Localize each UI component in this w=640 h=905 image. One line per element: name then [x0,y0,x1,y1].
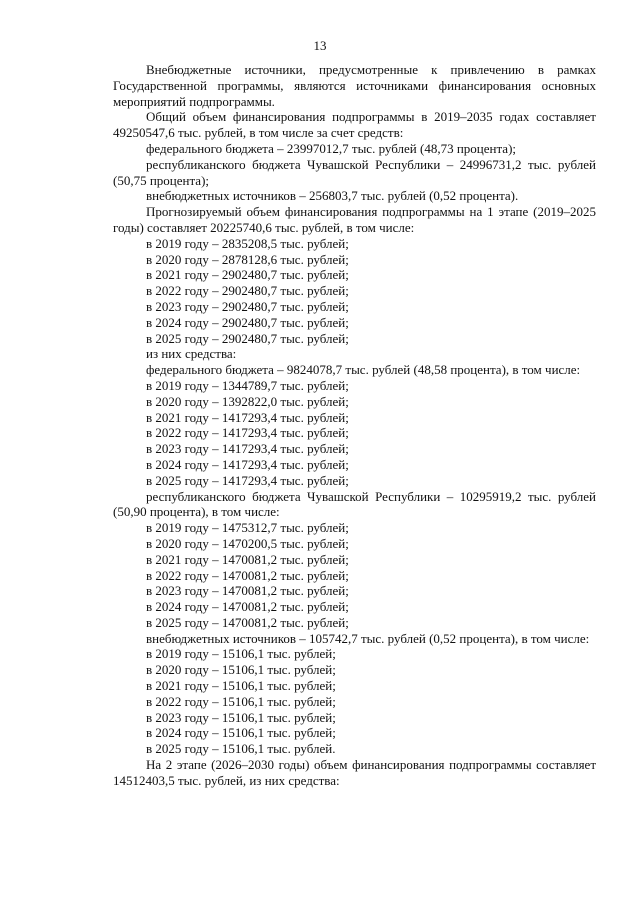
list-item: в 2024 году – 2902480,7 тыс. рублей; [146,314,349,330]
list-item: в 2024 году – 15106,1 тыс. рублей; [146,725,336,741]
list-item: в 2021 году – 1470081,2 тыс. рублей; [146,551,349,567]
list-item: в 2025 году – 15106,1 тыс. рублей. [146,741,336,757]
list-item: в 2023 году – 15106,1 тыс. рублей; [146,709,336,725]
paragraph-republic-stage1: республиканского бюджета Чувашской Республики – 10295919,2 тыс. рублей (50,90 процента), в том числе: [113,488,596,520]
paragraph-extra-stage1: внебюджетных источников – 105742,7 тыс. рублей (0,52 процента), в том числе: [146,630,590,646]
list-item: в 2022 году – 15106,1 тыс. рублей; [146,693,336,709]
paragraph-stage1-forecast: Прогнозируемый объем финансирования подпрограммы на 1 этапе (2019–2025 годы) составляет 20225740,6 тыс. рублей, в том числе: [113,204,596,235]
list-item: в 2022 году – 1470081,2 тыс. рублей; [146,567,349,583]
list-item: в 2022 году – 2902480,7 тыс. рублей; [146,283,349,299]
list-item: в 2023 году – 1417293,4 тыс. рублей; [146,441,349,457]
list-item: в 2020 году – 2878128,6 тыс. рублей; [146,251,349,267]
paragraph-extrabudgetary-sources: Внебюджетные источники, предусмотренные к привлечению в рамках Государственной программы, являются источниками финансирования основных мероприятий подпрограммы. [113,62,596,109]
extra-by-year-list [113,646,596,757]
paragraph-federal-stage1: федерального бюджета – 9824078,7 тыс. рублей (48,58 процента), в том числе: [146,362,581,378]
list-item: в 2024 году – 1417293,4 тыс. рублей; [146,456,349,472]
paragraph-extra-total: внебюджетных источников – 256803,7 тыс. рублей (0,52 процента). [146,188,519,204]
republic-by-year-list [113,520,596,631]
list-item: в 2025 году – 1417293,4 тыс. рублей; [146,472,349,488]
paragraph-of-them: из них средства: [146,346,237,362]
list-item: в 2020 году – 15106,1 тыс. рублей; [146,662,336,678]
list-item: в 2019 году – 1475312,7 тыс. рублей; [146,520,349,536]
paragraph-republic-total: республиканского бюджета Чувашской Республики – 24996731,2 тыс. рублей (50,75 процента); [113,156,596,188]
list-item: в 2020 году – 1470200,5 тыс. рублей; [146,535,349,551]
list-item: в 2019 году – 15106,1 тыс. рублей; [146,646,336,662]
paragraph-stage2: На 2 этапе (2026–2030 годы) объем финансирования подпрограммы составляет 14512403,5 тыс. рублей, из них средства: [113,757,596,788]
list-item: в 2019 году – 2835208,5 тыс. рублей; [146,235,349,251]
list-item: в 2023 году – 2902480,7 тыс. рублей; [146,298,349,314]
list-item: в 2022 году – 1417293,4 тыс. рублей; [146,425,349,441]
list-item: в 2025 году – 1470081,2 тыс. рублей; [146,614,349,630]
list-item: в 2023 году – 1470081,2 тыс. рублей; [146,583,349,599]
stage1-total-by-year-list [113,236,596,347]
list-item: в 2021 году – 2902480,7 тыс. рублей; [146,267,349,283]
list-item: в 2021 году – 15106,1 тыс. рублей; [146,678,336,694]
list-item: в 2025 году – 2902480,7 тыс. рублей; [146,330,349,346]
document-body [113,62,596,789]
list-item: в 2019 году – 1344789,7 тыс. рублей; [146,377,349,393]
paragraph-total-financing: Общий объем финансирования подпрограммы в 2019–2035 годах составляет 49250547,6 тыс. рублей, в том числе за счет средств: [113,109,596,141]
list-item: в 2021 году – 1417293,4 тыс. рублей; [146,409,349,425]
paragraph-federal-total: федерального бюджета – 23997012,7 тыс. рублей (48,73 процента); [146,140,517,156]
page-number: 13 [313,38,327,53]
list-item: в 2024 году – 1470081,2 тыс. рублей; [146,599,349,615]
federal-by-year-list [113,378,596,489]
list-item: в 2020 году – 1392822,0 тыс. рублей; [146,393,349,409]
